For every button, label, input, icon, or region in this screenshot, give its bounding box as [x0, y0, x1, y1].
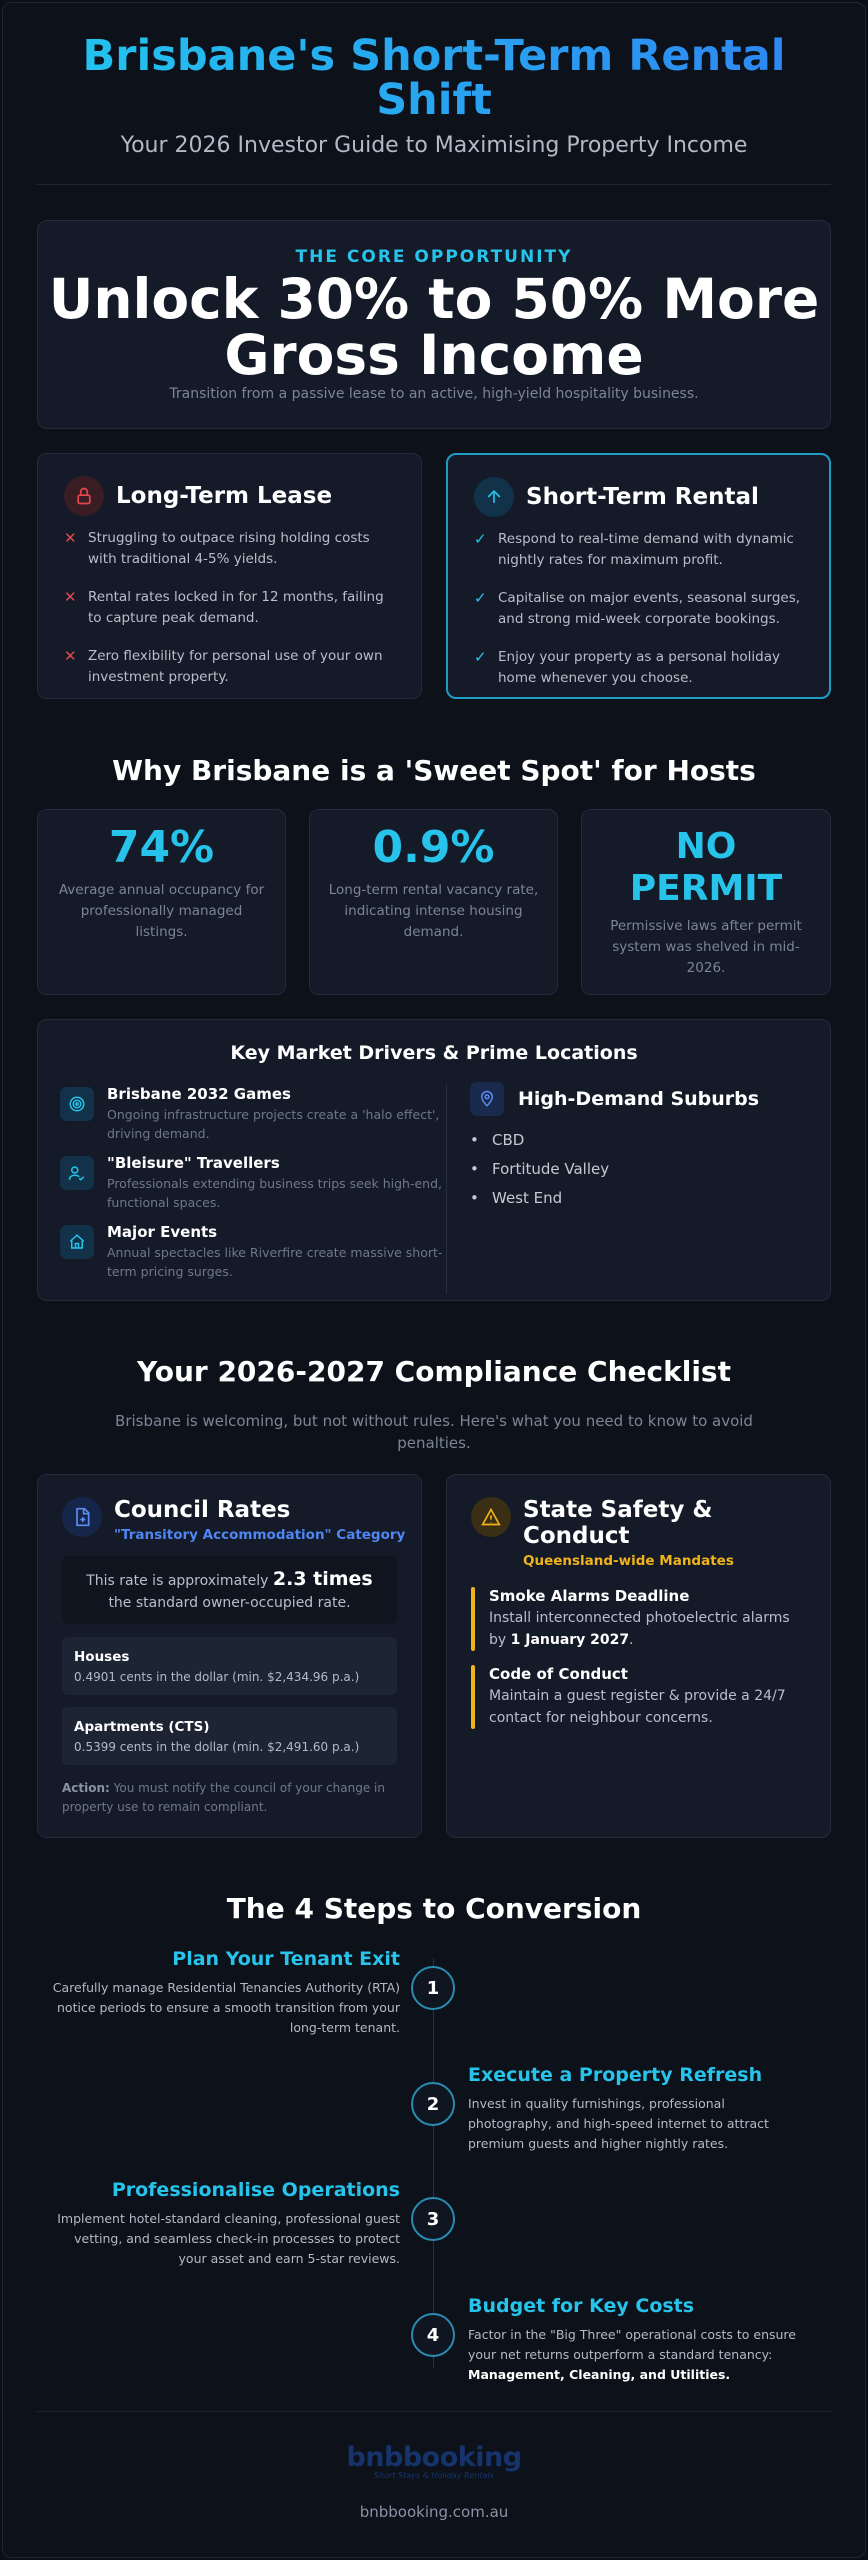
- driver-desc: Ongoing infrastructure projects create a 'halo effect', driving demand.: [107, 1107, 440, 1141]
- driver-item: [60, 1223, 460, 1281]
- step-title: Budget for Key Costs: [468, 2295, 695, 2317]
- tier-detail: 0.4901 cents in the dollar (min. $2,434.96 p.a.): [74, 1670, 360, 1684]
- tier-name: Apartments (CTS): [74, 1719, 210, 1735]
- council-rates-card: [37, 1474, 422, 1838]
- arrow-up-icon: [474, 477, 514, 517]
- step-number: 4: [411, 2313, 455, 2357]
- lock-icon: [64, 476, 104, 516]
- cross-icon: ✕: [64, 529, 77, 547]
- list-item: ✕ Zero flexibility for personal use of your own investment property.: [64, 646, 397, 688]
- stat-card: [581, 809, 831, 995]
- short-term-rental-card: [446, 453, 831, 699]
- compliance-subtitle: Brisbane is welcoming, but not without rules. Here's what you need to know to avoid penalties.: [115, 1412, 753, 1452]
- step-item: [468, 2064, 808, 2154]
- list-item: • CBD: [470, 1132, 609, 1148]
- step-item: [50, 2179, 400, 2269]
- council-title: Council Rates: [114, 1497, 291, 1523]
- list-item: • Fortitude Valley: [470, 1161, 609, 1177]
- driver-item: [60, 1154, 460, 1212]
- suburbs-title: High-Demand Suburbs: [518, 1088, 760, 1110]
- market-drivers-card: [37, 1019, 831, 1301]
- core-note: Transition from a passive lease to an active, high-yield hospitality business.: [169, 386, 699, 402]
- step-item: [468, 2295, 808, 2385]
- rate-tier: [62, 1637, 397, 1695]
- accent-bar: [471, 1587, 475, 1651]
- driver-item: [60, 1085, 460, 1143]
- step-title: Execute a Property Refresh: [468, 2064, 763, 2086]
- compliance-title: Your 2026-2027 Compliance Checklist: [137, 1355, 731, 1388]
- list-item: ✕ Struggling to outpace rising holding costs with traditional 4-5% yields.: [64, 528, 397, 570]
- step-title: Professionalise Operations: [111, 2179, 400, 2201]
- check-icon: ✓: [474, 530, 487, 548]
- stat-card: [37, 809, 286, 995]
- stat-value: 74%: [108, 822, 215, 873]
- step-number: 3: [411, 2197, 455, 2241]
- list-item: ✓ Respond to real-time demand with dynamic nightly rates for maximum profit.: [474, 529, 805, 571]
- stat-description: Permissive laws after permit system was shelved in mid-2026.: [610, 918, 802, 976]
- accent-bar: [471, 1665, 475, 1729]
- logo-tagline: Short Stays & Holiday Rentals: [374, 2471, 494, 2480]
- drivers-title: Key Market Drivers & Prime Locations: [230, 1042, 638, 1064]
- stat-value: NO PERMIT: [629, 826, 783, 909]
- core-headline: Unlock 30% to 50% More Gross Income: [48, 267, 820, 387]
- council-tag: "Transitory Accommodation" Category: [114, 1527, 406, 1543]
- map-pin-icon: [470, 1082, 504, 1116]
- user-check-icon: [60, 1156, 94, 1190]
- stat-card: [309, 809, 558, 995]
- stat-value: 0.9%: [372, 822, 495, 873]
- short-term-title: Short-Term Rental: [526, 484, 759, 510]
- long-term-lease-card: [37, 453, 422, 699]
- long-term-list: [64, 528, 397, 705]
- document-plus-icon: [62, 1497, 102, 1537]
- driver-desc: Professionals extending business trips seek high-end, functional spaces.: [107, 1176, 443, 1210]
- mandate-item: [471, 1587, 806, 1651]
- state-title: State Safety & Conduct: [523, 1497, 713, 1549]
- page-title: Brisbane's Short-Term Rental Shift: [60, 34, 808, 122]
- driver-desc: Annual spectacles like Riverfire create massive short-term pricing surges.: [107, 1245, 443, 1279]
- stat-description: Long-term rental vacancy rate, indicating intense housing demand.: [328, 882, 539, 940]
- mandate-desc: Install interconnected photoelectric alarms by 1 January 2027.: [489, 1610, 790, 1648]
- rate-multiplier: 2.3 times: [272, 1568, 373, 1590]
- steps-title: The 4 Steps to Conversion: [226, 1892, 642, 1925]
- check-icon: ✓: [474, 589, 487, 607]
- rate-tier: [62, 1707, 397, 1765]
- step-desc: Factor in the "Big Three" operational costs to ensure your net returns outperform a standard tenancy: Management, Cleaning, and Utilities.: [468, 2327, 796, 2382]
- step-number: 1: [411, 1966, 455, 2010]
- target-icon: [60, 1087, 94, 1121]
- mandate-desc: Maintain a guest register & provide a 24/7 contact for neighbour concerns.: [489, 1688, 786, 1726]
- brand-logo[interactable]: [0, 2442, 868, 2480]
- page-subtitle: Your 2026 Investor Guide to Maximising Property Income: [120, 133, 748, 158]
- step-item: [50, 1948, 400, 2038]
- home-icon: [60, 1225, 94, 1259]
- step-title: Plan Your Tenant Exit: [172, 1948, 400, 1970]
- check-icon: ✓: [474, 648, 487, 666]
- logo-wordmark: bnbbooking: [346, 2442, 522, 2473]
- step-number: 2: [411, 2082, 455, 2126]
- list-item: • West End: [470, 1190, 609, 1206]
- step-desc: Carefully manage Residential Tenancies Authority (RTA) notice periods to ensure a smooth transition from your long-term tenant.: [52, 1980, 400, 2035]
- state-safety-card: [446, 1474, 831, 1838]
- step-desc: Invest in quality furnishings, professional photography, and high-speed internet to attract premium guests and higher nightly rates.: [468, 2096, 769, 2151]
- footer-link[interactable]: bnbbooking.com.au: [359, 2503, 509, 2521]
- mandate-item: [471, 1665, 806, 1729]
- core-opportunity-card: [37, 220, 831, 429]
- cross-icon: ✕: [64, 647, 77, 665]
- sweet-spot-title: Why Brisbane is a 'Sweet Spot' for Hosts: [112, 754, 756, 787]
- list-item: ✕ Rental rates locked in for 12 months, failing to capture peak demand.: [64, 587, 397, 629]
- divider: [37, 2411, 831, 2412]
- warning-icon: [471, 1497, 511, 1537]
- council-header: [62, 1497, 405, 1543]
- rate-multiplier-box: This rate is approximately 2.3 times the standard owner-occupied rate.: [62, 1556, 397, 1624]
- tier-name: Houses: [74, 1649, 130, 1665]
- tier-detail: 0.5399 cents in the dollar (min. $2,491.60 p.a.): [74, 1740, 360, 1754]
- short-term-header: [474, 477, 759, 517]
- column-divider: [446, 1084, 447, 1294]
- suburbs-header: [470, 1082, 759, 1116]
- list-item: ✓ Capitalise on major events, seasonal surges, and strong mid-week corporate bookings.: [474, 588, 805, 630]
- list-item: ✓ Enjoy your property as a personal holiday home whenever you choose.: [474, 647, 805, 689]
- divider: [37, 184, 831, 185]
- short-term-list: [474, 529, 805, 706]
- council-action-note: Action: You must notify the council of your change in property use to remain compliant.: [62, 1781, 385, 1814]
- suburbs-list: [470, 1132, 609, 1219]
- driver-title: "Bleisure" Travellers: [107, 1154, 280, 1172]
- state-header: [471, 1497, 763, 1569]
- long-term-header: [64, 476, 332, 516]
- stat-description: Average annual occupancy for professionally managed listings.: [58, 882, 265, 940]
- long-term-title: Long-Term Lease: [116, 483, 333, 509]
- mandate-title: Code of Conduct: [489, 1665, 628, 1683]
- driver-title: Major Events: [107, 1223, 218, 1241]
- timeline-line: [433, 1958, 434, 2368]
- driver-title: Brisbane 2032 Games: [107, 1085, 291, 1103]
- step-desc: Implement hotel-standard cleaning, professional guest vetting, and seamless check-in processes to protect your asset and earn 5-star reviews.: [57, 2211, 400, 2266]
- core-kicker: THE CORE OPPORTUNITY: [295, 247, 573, 267]
- mandate-title: Smoke Alarms Deadline: [489, 1587, 690, 1605]
- state-tag: Queensland-wide Mandates: [523, 1553, 734, 1569]
- cross-icon: ✕: [64, 588, 77, 606]
